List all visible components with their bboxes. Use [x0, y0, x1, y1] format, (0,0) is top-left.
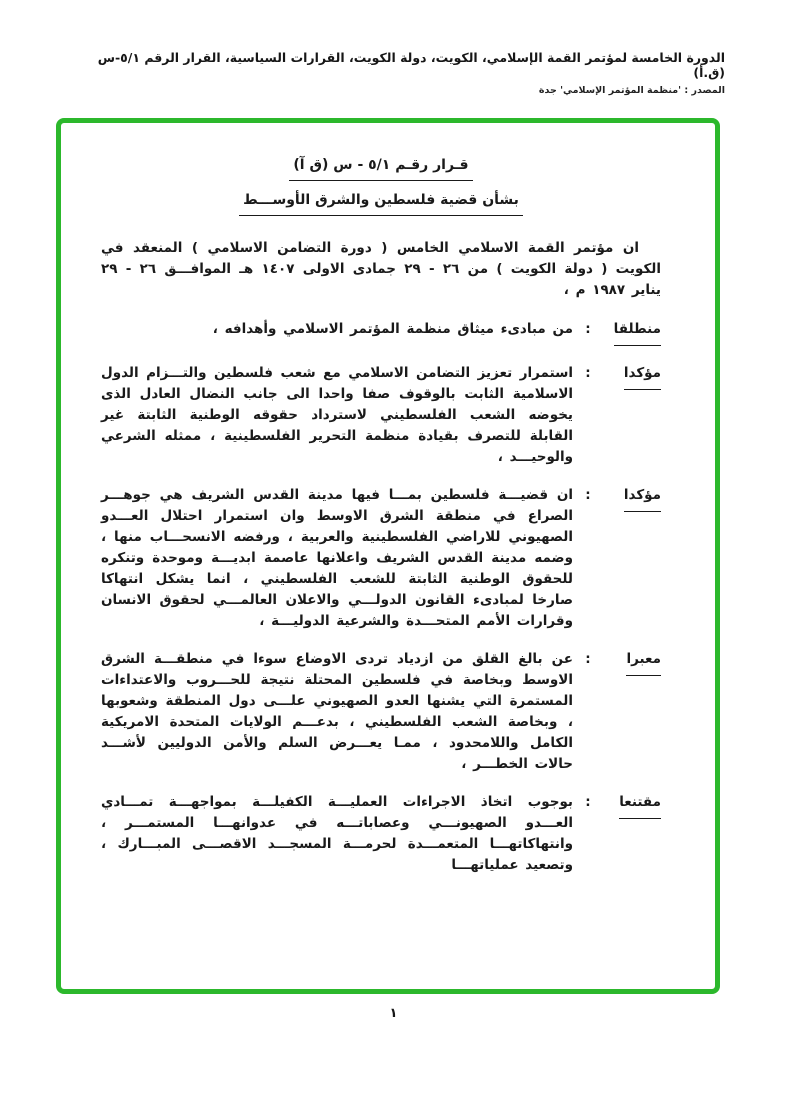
- clause-row: [101, 485, 661, 632]
- clause-colon: :: [585, 794, 591, 810]
- clause-text: عن بالغ القلق من ازدياد تردى الاوضاع سوءا في منطقـــة الشرق الاوسط وبخاصة في فلسطين المحتلة نتيجة للحـــروب والاعتداءات المستمرة التي يشنها العدو الصهيوني علـــى دول المنطقة وشعوبها ، وبخاصة الشعب الفلسطيني ، بدعـــم الولايات المتحدة الامريكية الكامل واللامحدود ، ممـا يعـــرض السلم والأمن الدوليين لأشـــد حالات الخطـــر ،: [101, 651, 573, 772]
- clause-label: مؤكدا: [603, 363, 661, 390]
- clause-colon: :: [585, 487, 591, 503]
- document-frame: [56, 118, 720, 994]
- resolution-subject: بشأن قضية فلسطين والشرق الأوســـط: [239, 190, 523, 216]
- clause-colon: :: [585, 321, 591, 337]
- clause-text: بوجوب اتخاذ الاجراءات العمليـــة الكفيلـــة بمواجهـــة تمـــادي العـــدو الصهيونـــي وعصاباتـــه في عدوانهـــا المستمـــر ، وانتهاكاتهـــا المتعمـــدة لحرمـــة المسجـــد الاقصـــى المبـــارك ، وتصعيد عملياتهـــا: [101, 794, 573, 873]
- header-source-line: المصدر : 'منظمة المؤتمر الإسلامي' جدة: [538, 85, 725, 96]
- clause-row: [101, 319, 661, 346]
- preamble-paragraph: ان مؤتمر القمة الاسلامي الخامس ( دورة التضامن الاسلامي ) المنعقد في الكويت ( دولة الكويت ) من ٢٦ - ٢٩ جمادى الاولى ١٤٠٧ هـ الموافـــق ٢٦ - ٢٩ يناير ١٩٨٧ م ،: [101, 240, 661, 298]
- clause-text: ان قضيـــة فلسطين بمـــا فيها مدينة القدس الشريف هي جوهـــر الصراع في منطقة الشرق الاوسط وان استمرار احتلال العـــدو الصهيوني للاراضي الفلسطينية والعربية ، ورفضه الانسحـــاب منها ، وضمه مدينة القدس الشريف واعلانها عاصمة ابديـــة وموحدة وتنكره للحقوق الوطنية الثابتة للشعب الفلسطيني ، انما يشكل انتهاكا صارخا لمبادىء القانون الدولـــي والاعلان العالمـــي لحقوق الانسان وقرارات الأمم المتحـــدة والشرعية الدوليـــة ،: [101, 487, 573, 629]
- title-block: [101, 155, 661, 216]
- clause-colon: :: [585, 365, 591, 381]
- clause-label: مؤكدا: [603, 485, 661, 512]
- clause-colon: :: [585, 651, 591, 667]
- clause-label: معبرا: [603, 649, 661, 676]
- clause-text: من مبادىء ميثاق منظمة المؤتمر الاسلامي وأهدافه ،: [212, 321, 573, 337]
- clause-row: [101, 792, 661, 876]
- header-citation: [62, 50, 725, 96]
- resolution-title: قـرار رقـم ٥/١ - س (ق آ): [289, 155, 472, 181]
- page-number: ١: [389, 1006, 398, 1021]
- header-citation-line1: الدورة الخامسة لمؤتمر القمة الإسلامي، الكويت، دولة الكويت، القرارات السياسية، القرار الرقم ٥/١-س (ق.أ): [97, 50, 725, 80]
- clause-label: مقتنعا: [603, 792, 661, 819]
- clause-text: استمرار تعزيز التضامن الاسلامي مع شعب فلسطين والتـــزام الدول الاسلامية الثابت بالوقوف صفا واحدا الى جانب النضال العادل الذى يخوضه الشعب الفلسطيني لاسترداد حقوقه الوطنية الثابتة غير القابلة للتصرف بقيادة منظمة التحرير الفلسطينية ، ممثله الشرعي والوحيـــد ،: [101, 365, 573, 465]
- clause-row: [101, 649, 661, 775]
- clause-row: [101, 363, 661, 468]
- document-content: [61, 123, 715, 902]
- clause-label: منطلقا: [603, 319, 661, 346]
